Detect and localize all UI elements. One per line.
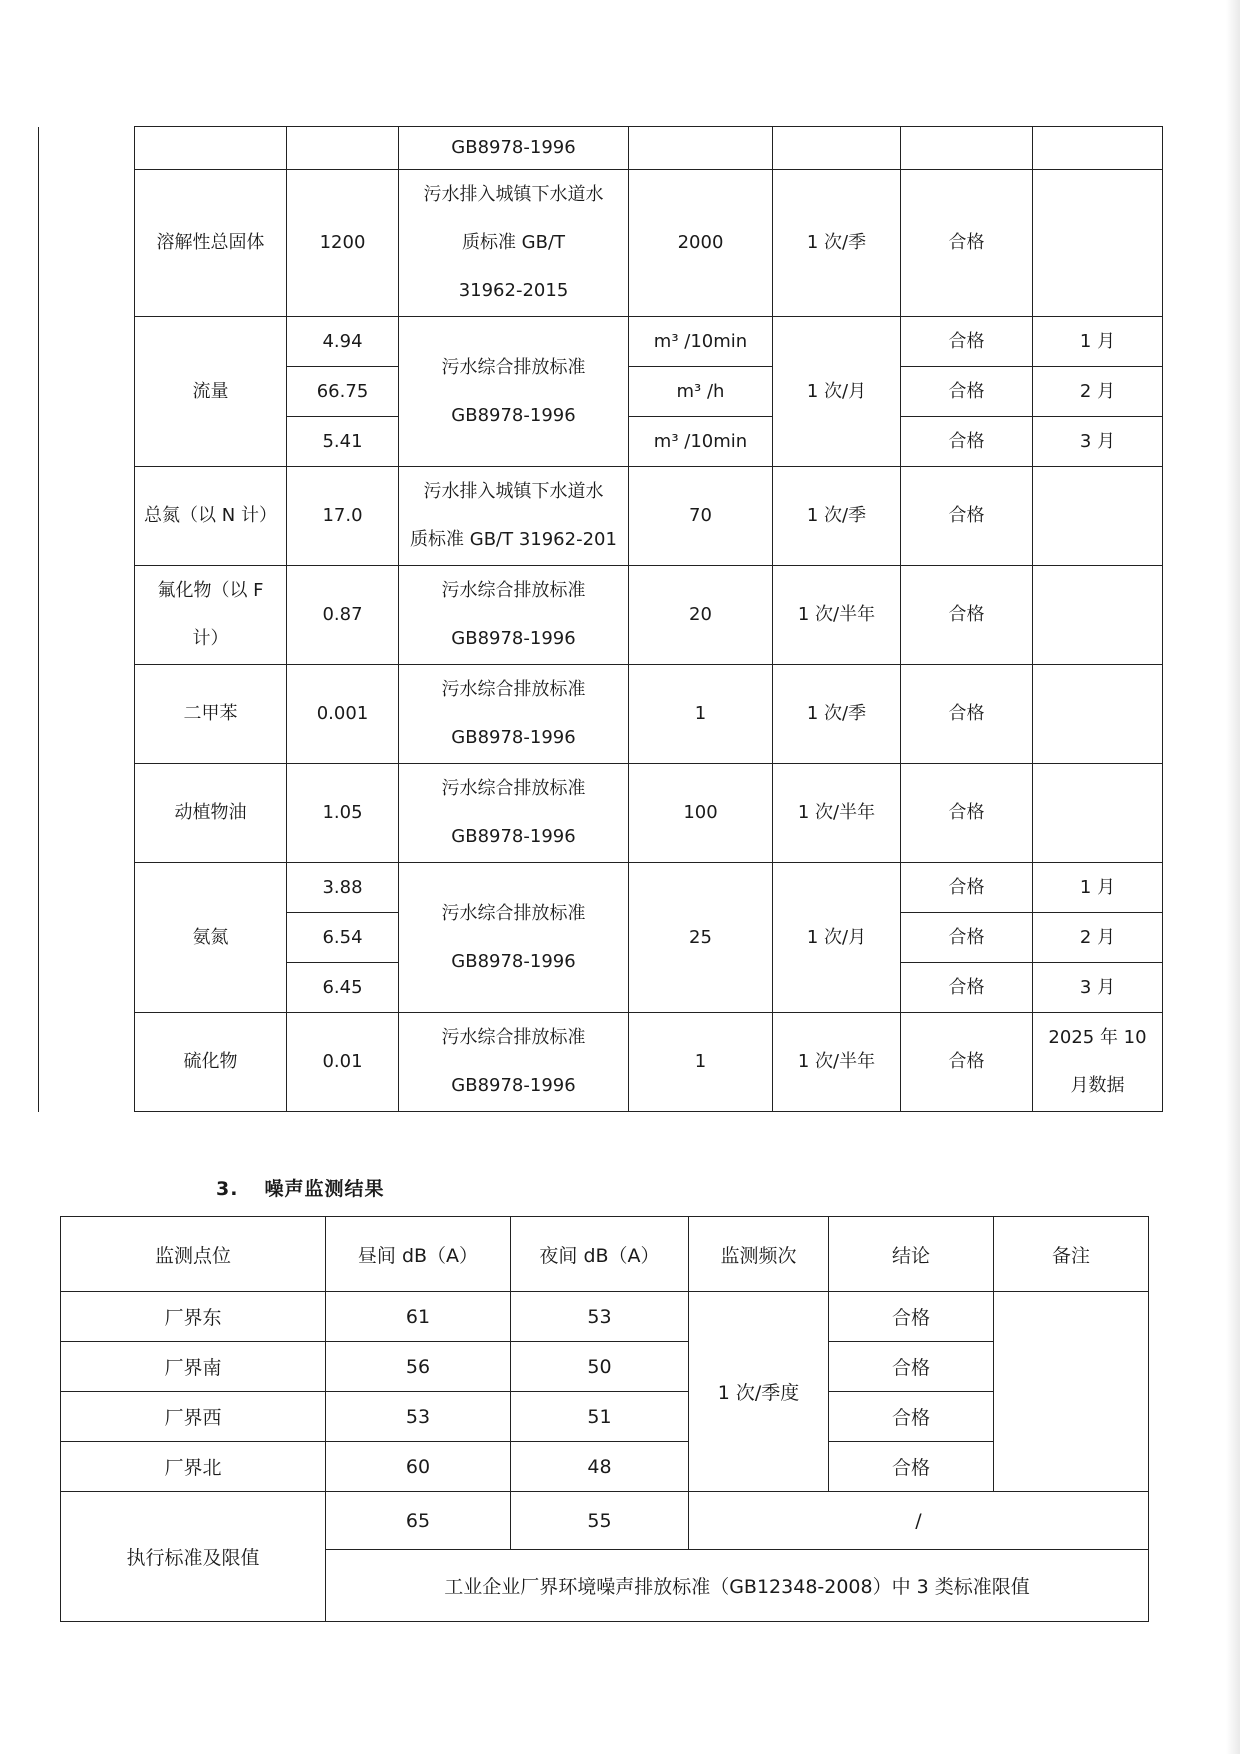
point-cell: 厂界东 xyxy=(61,1292,326,1342)
table-row xyxy=(39,170,1163,317)
table-row xyxy=(39,566,1163,665)
value-cell: 6.54 xyxy=(287,913,399,963)
item-cell: 氟化物（以 F 计） xyxy=(135,566,287,665)
result-cell: 合格 xyxy=(829,1392,994,1442)
standard-cell: 污水综合排放标准 GB8978-1996 xyxy=(399,566,629,665)
result-cell: 合格 xyxy=(829,1292,994,1342)
result-cell: 合格 xyxy=(901,1013,1033,1112)
cell xyxy=(629,127,773,170)
unit-cell: m³ /10min xyxy=(629,417,773,467)
value-cell: 6.45 xyxy=(287,963,399,1013)
cell xyxy=(135,127,287,170)
frequency-cell: 1 次/半年 xyxy=(773,566,901,665)
note-cell: 1 月 xyxy=(1033,317,1163,367)
day-cell: 60 xyxy=(326,1442,511,1492)
unit-cell: m³ /10min xyxy=(629,317,773,367)
item-cell: 溶解性总固体 xyxy=(135,170,287,317)
frequency-cell: 1 次/半年 xyxy=(773,764,901,863)
limit-cell: 1 xyxy=(629,1013,773,1112)
cell xyxy=(1033,127,1163,170)
table-row xyxy=(61,1342,1149,1392)
result-cell: 合格 xyxy=(901,863,1033,913)
result-cell: 合格 xyxy=(829,1442,994,1492)
page-edge-shadow xyxy=(1226,0,1240,1754)
result-cell: 合格 xyxy=(901,566,1033,665)
outer-left-column xyxy=(39,127,135,1112)
frequency-cell: 1 次/季 xyxy=(773,665,901,764)
cell xyxy=(901,127,1033,170)
result-cell: 合格 xyxy=(901,170,1033,317)
table-row xyxy=(61,1292,1149,1342)
wastewater-monitoring-table xyxy=(38,126,1163,1112)
day-cell: 56 xyxy=(326,1342,511,1392)
table-row xyxy=(39,665,1163,764)
frequency-cell: 1 次/季度 xyxy=(689,1292,829,1492)
result-cell: 合格 xyxy=(829,1342,994,1392)
limit-cell: 1 xyxy=(629,665,773,764)
note-cell: 2 月 xyxy=(1033,913,1163,963)
note-cell: 2 月 xyxy=(1033,367,1163,417)
item-cell: 二甲苯 xyxy=(135,665,287,764)
result-cell: 合格 xyxy=(901,913,1033,963)
cell xyxy=(287,127,399,170)
frequency-cell: 1 次/月 xyxy=(773,863,901,1013)
frequency-cell: 1 次/月 xyxy=(773,317,901,467)
item-cell: 硫化物 xyxy=(135,1013,287,1112)
item-cell: 动植物油 xyxy=(135,764,287,863)
item-cell: 总氮（以 N 计） xyxy=(135,467,287,566)
standard-description-cell: 工业企业厂界环境噪声排放标准（GB12348-2008）中 3 类标准限值 xyxy=(326,1550,1149,1622)
result-cell: 合格 xyxy=(901,467,1033,566)
value-cell: 1.05 xyxy=(287,764,399,863)
day-limit-cell: 65 xyxy=(326,1492,511,1550)
unit-cell: m³ /h xyxy=(629,367,773,417)
result-cell: 合格 xyxy=(901,367,1033,417)
night-cell: 48 xyxy=(511,1442,689,1492)
note-cell: 3 月 xyxy=(1033,417,1163,467)
table-row xyxy=(39,317,1163,367)
value-cell: 17.0 xyxy=(287,467,399,566)
table-row xyxy=(39,127,1163,170)
table-row xyxy=(39,467,1163,566)
value-cell: 0.87 xyxy=(287,566,399,665)
header-cell: 监测点位 xyxy=(61,1217,326,1292)
limit-cell: 100 xyxy=(629,764,773,863)
note-cell: 3 月 xyxy=(1033,963,1163,1013)
result-cell: 合格 xyxy=(901,317,1033,367)
standard-cell: 污水综合排放标准 GB8978-1996 xyxy=(399,665,629,764)
value-cell: 66.75 xyxy=(287,367,399,417)
day-cell: 53 xyxy=(326,1392,511,1442)
value-cell: 3.88 xyxy=(287,863,399,913)
standard-cell: 污水综合排放标准 GB8978-1996 xyxy=(399,863,629,1013)
table-row xyxy=(61,1492,1149,1550)
note-cell xyxy=(1033,764,1163,863)
note-cell: 1 月 xyxy=(1033,863,1163,913)
standard-cell: GB8978-1996 xyxy=(399,127,629,170)
day-cell: 61 xyxy=(326,1292,511,1342)
standard-cell: 污水综合排放标准 GB8978-1996 xyxy=(399,1013,629,1112)
table-row xyxy=(39,764,1163,863)
slash-cell: / xyxy=(689,1492,1149,1550)
point-cell: 厂界北 xyxy=(61,1442,326,1492)
note-cell xyxy=(1033,665,1163,764)
note-cell: 2025 年 10 月数据 xyxy=(1033,1013,1163,1112)
value-cell: 4.94 xyxy=(287,317,399,367)
header-cell: 夜间 dB（A） xyxy=(511,1217,689,1292)
section-number: 3. xyxy=(216,1178,239,1200)
cell xyxy=(773,127,901,170)
value-cell: 1200 xyxy=(287,170,399,317)
limit-cell: 25 xyxy=(629,863,773,1013)
item-cell: 流量 xyxy=(135,317,287,467)
point-cell: 厂界南 xyxy=(61,1342,326,1392)
standard-label-cell: 执行标准及限值 xyxy=(61,1492,326,1622)
noise-section-title xyxy=(216,1174,384,1201)
item-cell: 氨氮 xyxy=(135,863,287,1013)
standard-cell: 污水综合排放标准 GB8978-1996 xyxy=(399,317,629,467)
frequency-cell: 1 次/季 xyxy=(773,467,901,566)
result-cell: 合格 xyxy=(901,417,1033,467)
table-row xyxy=(61,1392,1149,1442)
night-cell: 51 xyxy=(511,1392,689,1442)
table-row xyxy=(39,863,1163,913)
limit-cell: 2000 xyxy=(629,170,773,317)
note-cell xyxy=(1033,467,1163,566)
result-cell: 合格 xyxy=(901,665,1033,764)
night-limit-cell: 55 xyxy=(511,1492,689,1550)
standard-cell: 污水综合排放标准 GB8978-1996 xyxy=(399,764,629,863)
header-cell: 监测频次 xyxy=(689,1217,829,1292)
remark-cell xyxy=(994,1292,1149,1492)
frequency-cell: 1 次/季 xyxy=(773,170,901,317)
night-cell: 50 xyxy=(511,1342,689,1392)
header-cell: 结论 xyxy=(829,1217,994,1292)
standard-cell: 污水排入城镇下水道水 质标准 GB/T 31962-201 xyxy=(399,467,629,566)
header-row xyxy=(61,1217,1149,1292)
standard-cell: 污水排入城镇下水道水 质标准 GB/T 31962-2015 xyxy=(399,170,629,317)
header-cell: 备注 xyxy=(994,1217,1149,1292)
result-cell: 合格 xyxy=(901,764,1033,863)
table-row xyxy=(61,1442,1149,1492)
value-cell: 0.001 xyxy=(287,665,399,764)
limit-cell: 20 xyxy=(629,566,773,665)
value-cell: 5.41 xyxy=(287,417,399,467)
note-cell xyxy=(1033,566,1163,665)
result-cell: 合格 xyxy=(901,963,1033,1013)
value-cell: 0.01 xyxy=(287,1013,399,1112)
point-cell: 厂界西 xyxy=(61,1392,326,1442)
table-row xyxy=(39,1013,1163,1112)
night-cell: 53 xyxy=(511,1292,689,1342)
noise-monitoring-table xyxy=(60,1216,1149,1622)
limit-cell: 70 xyxy=(629,467,773,566)
frequency-cell: 1 次/半年 xyxy=(773,1013,901,1112)
note-cell xyxy=(1033,170,1163,317)
header-cell: 昼间 dB（A） xyxy=(326,1217,511,1292)
section-title-text: 噪声监测结果 xyxy=(264,1178,385,1200)
